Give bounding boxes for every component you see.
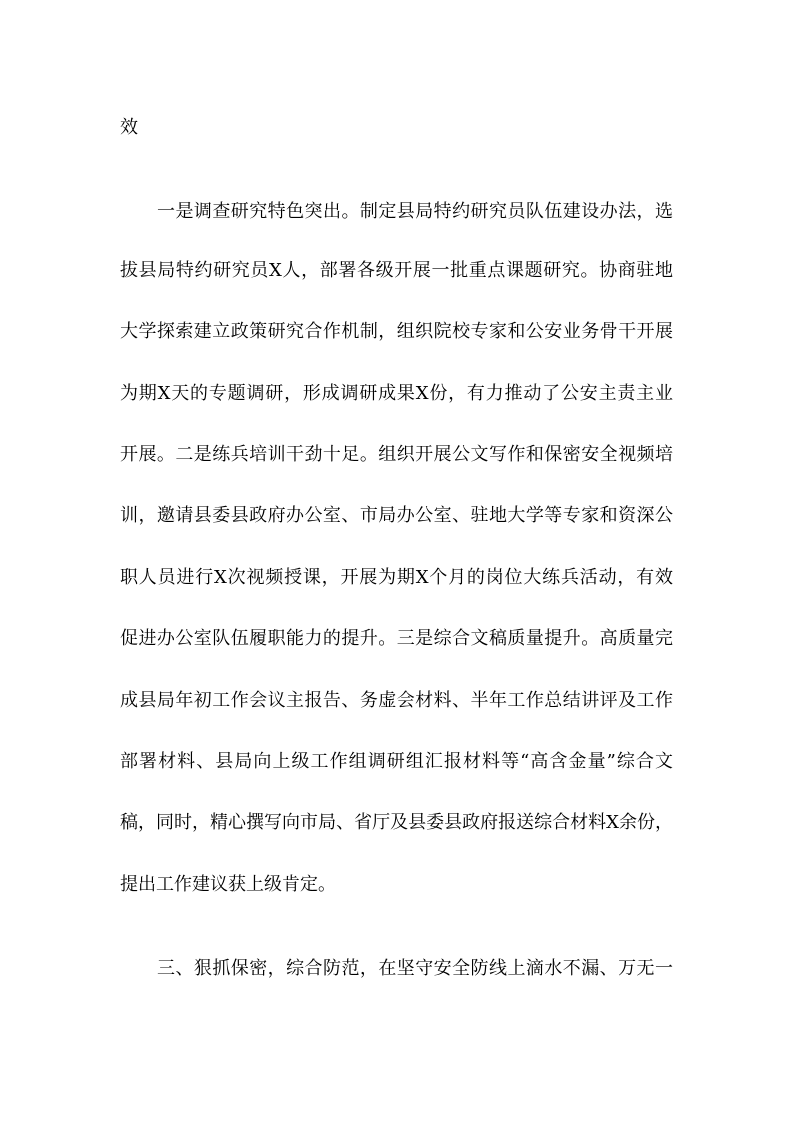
text-line: 成县局年初工作会议主报告、务虚会材料、半年工作总结讲评及工作: [120, 690, 673, 711]
text-line: 拔县局特约研究员X人，部署各级开展一批重点课题研究。协商驻地: [120, 260, 673, 281]
text-line: 稿，同时，精心撰写向市局、省厅及县委县政府报送综合材料X余份，: [120, 812, 673, 833]
text-line: 大学探索建立政策研究合作机制，组织院校专家和公安业务骨干开展: [120, 321, 673, 342]
section-heading-line: 三、狠抓保密，综合防范，在坚守安全防线上滴水不漏、万无一: [157, 958, 673, 979]
text-line-heading-end: 效: [120, 117, 138, 138]
text-line: 部署材料、县局向上级工作组调研组汇报材料等“高含金量”综合文: [120, 751, 673, 772]
text-line: 一是调查研究特色突出。制定县局特约研究员队伍建设办法，选: [157, 201, 673, 222]
text-line-paragraph-end: 提出工作建议获上级肯定。: [120, 874, 336, 895]
text-line: 促进办公室队伍履职能力的提升。三是综合文稿质量提升。高质量完: [120, 628, 673, 649]
text-line: 开展。二是练兵培训干劲十足。组织开展公文写作和保密安全视频培: [120, 444, 673, 465]
text-line: 训，邀请县委县政府办公室、市局办公室、驻地大学等专家和资深公: [120, 505, 673, 526]
text-line: 职人员进行X次视频授课，开展为期X个月的岗位大练兵活动，有效: [120, 567, 673, 588]
text-line: 为期X天的专题调研，形成调研成果X份，有力推动了公安主责主业: [120, 383, 673, 404]
